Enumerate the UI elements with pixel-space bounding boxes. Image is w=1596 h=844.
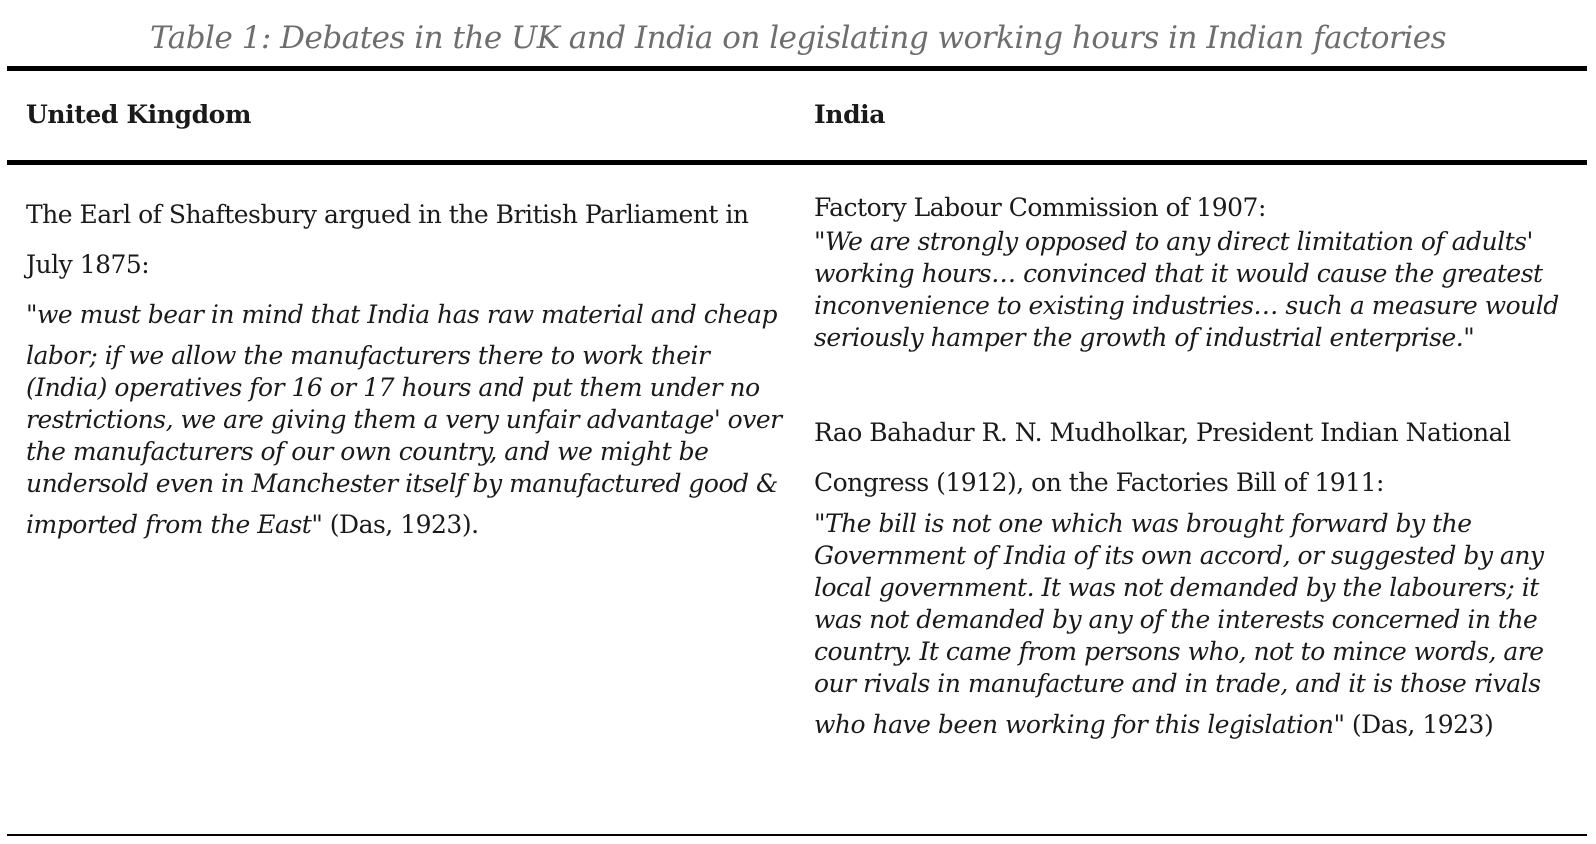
uk-cell: [26, 190, 796, 550]
india-block2-intro: Rao Bahadur R. N. Mudholkar, President Indian National Congress (1912), on the Factories Bill of 1911:: [814, 418, 1511, 497]
uk-citation: " (Das, 1923).: [311, 510, 479, 539]
spacer: [814, 354, 1584, 408]
table-caption: Table 1: Debates in the UK and India on legislating working hours in Indian factories: [149, 20, 1447, 56]
india-cell: [814, 190, 1584, 750]
india-block1-intro: Factory Labour Commission of 1907:: [814, 193, 1266, 222]
india-block2-citation: (Das, 1923): [1344, 710, 1494, 739]
table-bottom-rule: [7, 834, 1587, 836]
table-top-rule: [7, 66, 1587, 71]
table-header-rule: [7, 160, 1587, 165]
uk-quote: we must bear in mind that India has raw material and cheap labor; if we allow the manufacturers there to work their (India) operatives for 16 or 17 hours and put them under no restrictions, we are giving them a very unfair advantage' over the manufacturers of our own country, and we might be undersold even in Manchester itself by manufactured good & imported from the East: [26, 300, 782, 539]
uk-intro: The Earl of Shaftesbury argued in the British Parliament in July 1875:: [26, 200, 749, 279]
column-header-india: India: [814, 100, 886, 129]
india-block2-quote-block: [814, 508, 1584, 750]
column-header-uk: United Kingdom: [26, 100, 252, 129]
uk-quote-block: [26, 290, 796, 550]
india-block2-quote: "The bill is not one which was brought forward by the Government of India of its own accord, or suggested by any local government. It was not demanded by the labourers; it was not demanded by any of the interests concerned in the country. It came from persons who, not to mince words, are our rivals in manufacture and in trade, and it is those rivals who have been working for this legislation": [814, 509, 1544, 739]
india-block1-quote: "We are strongly opposed to any direct limitation of adults' working hours… convinced that it would cause the greatest inconvenience to existing industries… such a measure would seriously hamper the growth of industrial enterprise.": [814, 227, 1559, 352]
uk-quote-open-mark: ": [26, 300, 37, 329]
